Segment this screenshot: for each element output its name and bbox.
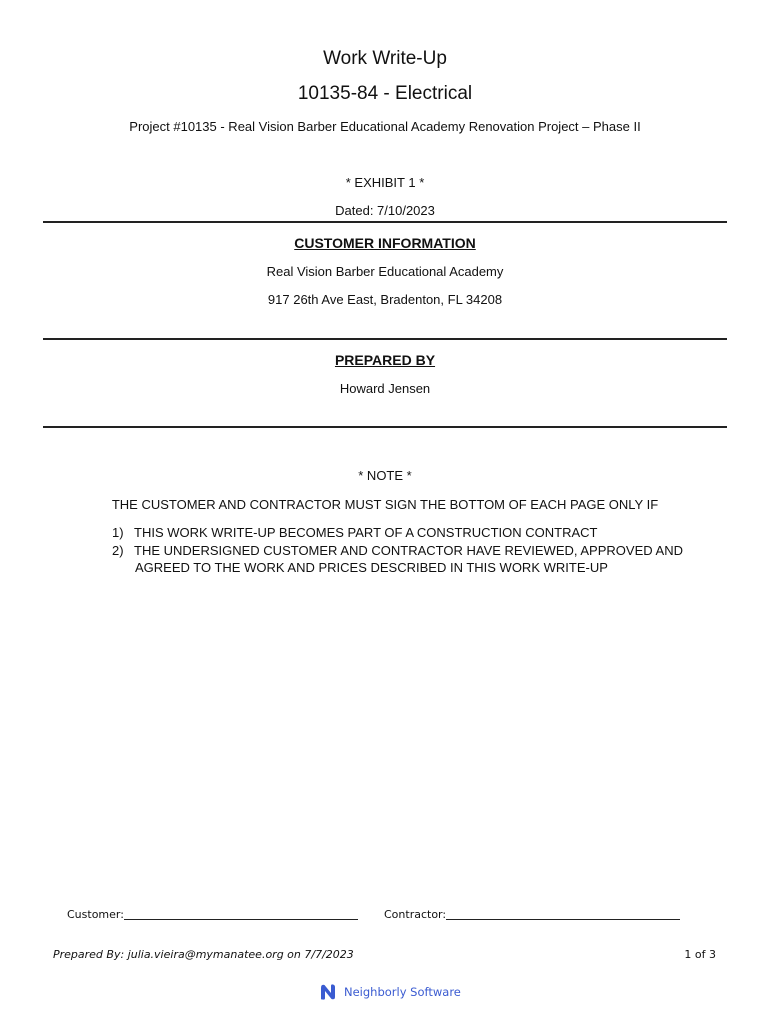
prepared-by-name: Howard Jensen xyxy=(339,381,431,396)
customer-info-heading: CUSTOMER INFORMATION xyxy=(294,235,476,251)
neighborly-logo xyxy=(318,982,461,1002)
neighborly-n-icon xyxy=(318,982,338,1002)
divider xyxy=(43,338,727,340)
document-title: Work Write-Up xyxy=(323,48,447,69)
customer-name: Real Vision Barber Educational Academy xyxy=(266,264,504,279)
document-subtitle: 10135-84 - Electrical xyxy=(297,83,473,104)
customer-address: 917 26th Ave East, Bradenton, FL 34208 xyxy=(267,292,503,307)
exhibit-label: * EXHIBIT 1 * xyxy=(345,175,425,190)
contractor-signature-label: Contractor: xyxy=(384,908,447,921)
brand-name: Neighborly Software xyxy=(344,985,461,999)
divider xyxy=(43,221,727,223)
note-item xyxy=(112,543,683,558)
prepared-by-footer: Prepared By: julia.vieira@mymanatee.org on 7/7/2023 xyxy=(53,948,354,961)
note-item-number: 1) xyxy=(112,525,124,540)
note-lead: THE CUSTOMER AND CONTRACTOR MUST SIGN THE BOTTOM OF EACH PAGE ONLY IF xyxy=(111,497,659,512)
customer-signature-label: Customer: xyxy=(67,908,124,921)
note-item-number: 2) xyxy=(112,543,124,558)
divider xyxy=(43,426,727,428)
note-item-text: THE UNDERSIGNED CUSTOMER AND CONTRACTOR HAVE REVIEWED, APPROVED AND xyxy=(134,543,683,558)
project-line: Project #10135 - Real Vision Barber Educational Academy Renovation Project – Phase II xyxy=(129,119,641,134)
customer-signature-line[interactable] xyxy=(67,908,358,921)
page-number: 1 of 3 xyxy=(684,948,716,961)
note-item xyxy=(112,525,597,540)
note-item-continuation: AGREED TO THE WORK AND PRICES DESCRIBED IN THIS WORK WRITE-UP xyxy=(135,560,608,575)
contractor-signature-line[interactable] xyxy=(384,908,680,921)
note-item-text: THIS WORK WRITE-UP BECOMES PART OF A CONSTRUCTION CONTRACT xyxy=(134,525,598,540)
dated-label: Dated: 7/10/2023 xyxy=(335,203,435,218)
note-heading: * NOTE * xyxy=(358,468,412,483)
signature-underline xyxy=(446,908,680,920)
prepared-by-heading: PREPARED BY xyxy=(334,352,436,368)
signature-underline xyxy=(124,908,358,920)
